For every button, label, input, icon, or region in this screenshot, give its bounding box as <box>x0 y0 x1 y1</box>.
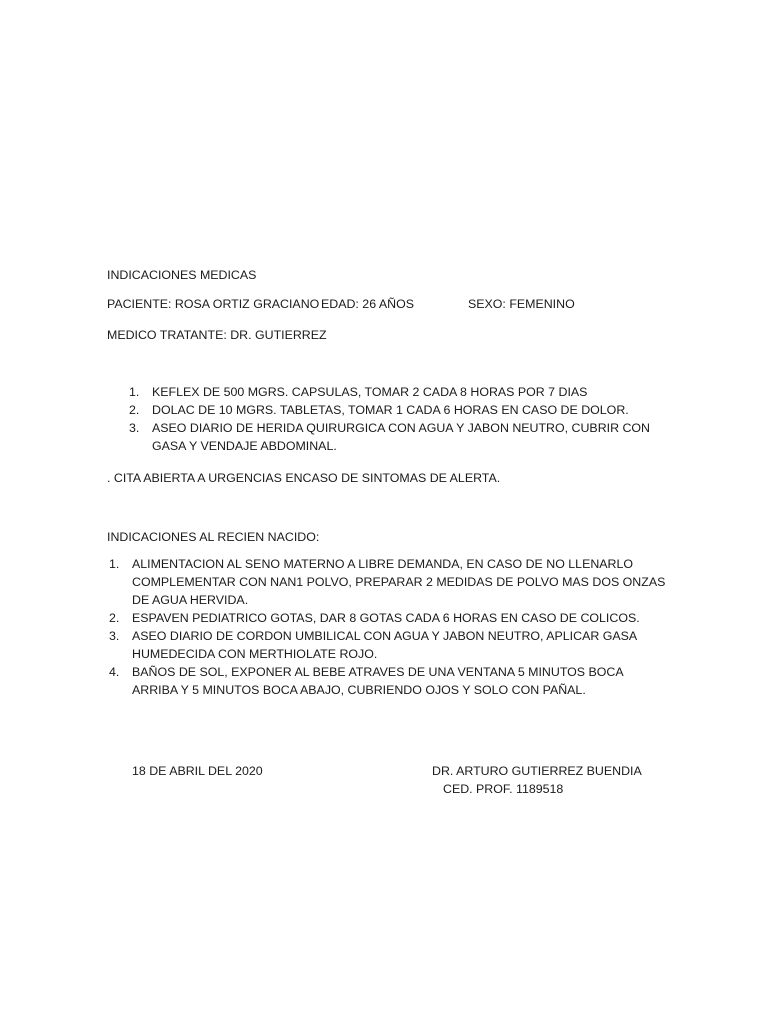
list-item-text: ASEO DIARIO DE CORDON UMBILICAL CON AGUA Y JABON NEUTRO, APLICAR GASA HUMEDECIDA CON MERTHIOLATE ROJO. <box>132 629 637 661</box>
list-item <box>107 609 667 627</box>
list-item-text: ASEO DIARIO DE HERIDA QUIRURGICA CON AGUA Y JABON NEUTRO, CUBRIR CON GASA Y VENDAJE ABDOMINAL. <box>152 421 651 453</box>
mother-instructions-list <box>107 383 667 455</box>
list-item-number: 3. <box>109 629 120 643</box>
list-item <box>107 419 667 455</box>
appointment-note: . CITA ABIERTA A URGENCIAS ENCASO DE SINTOMAS DE ALERTA. <box>107 471 501 485</box>
list-item-number: 2. <box>129 403 140 417</box>
list-item-text: KEFLEX DE 500 MGRS. CAPSULAS, TOMAR 2 CADA 8 HORAS POR 7 DIAS <box>152 385 588 399</box>
list-item-number: 1. <box>129 385 140 399</box>
newborn-section-title: INDICACIONES AL RECIEN NACIDO: <box>107 530 320 544</box>
document-date: 18 DE ABRIL DEL 2020 <box>132 764 263 778</box>
list-item-text: ESPAVEN PEDIATRICO GOTAS, DAR 8 GOTAS CADA 6 HORAS EN CASO DE COLICOS. <box>132 611 640 625</box>
patient-name: PACIENTE: ROSA ORTIZ GRACIANO <box>107 297 320 311</box>
professional-license: CED. PROF. 1189518 <box>443 782 564 796</box>
list-item-text: DOLAC DE 10 MGRS. TABLETAS, TOMAR 1 CADA 6 HORAS EN CASO DE DOLOR. <box>152 403 629 417</box>
list-item <box>107 555 667 609</box>
signer-name: DR. ARTURO GUTIERREZ BUENDIA <box>432 764 642 778</box>
list-item <box>107 663 667 699</box>
patient-age: EDAD: 26 AÑOS <box>321 297 414 311</box>
list-item-text: ALIMENTACION AL SENO MATERNO A LIBRE DEMANDA, EN CASO DE NO LLENARLO COMPLEMENTAR CON NAN1 POLVO, PREPARAR 2 MEDIDAS DE POLVO MAS DOS ONZAS DE AGUA HERVIDA. <box>132 557 666 607</box>
newborn-instructions-list <box>107 555 667 699</box>
list-item <box>107 627 667 663</box>
list-item-number: 4. <box>109 665 120 679</box>
list-item-number: 3. <box>129 421 140 435</box>
list-item-number: 2. <box>109 611 120 625</box>
list-item <box>107 401 667 419</box>
list-item <box>107 383 667 401</box>
list-item-text: BAÑOS DE SOL, EXPONER AL BEBE ATRAVES DE UNA VENTANA 5 MINUTOS BOCA ARRIBA Y 5 MINUTOS BOCA ABAJO, CUBRIENDO OJOS Y SOLO CON PAÑAL. <box>132 665 623 697</box>
document-title: INDICACIONES MEDICAS <box>107 268 257 282</box>
list-item-number: 1. <box>109 557 120 571</box>
attending-doctor: MEDICO TRATANTE: DR. GUTIERREZ <box>107 328 327 342</box>
patient-sex: SEXO: FEMENINO <box>468 297 575 311</box>
